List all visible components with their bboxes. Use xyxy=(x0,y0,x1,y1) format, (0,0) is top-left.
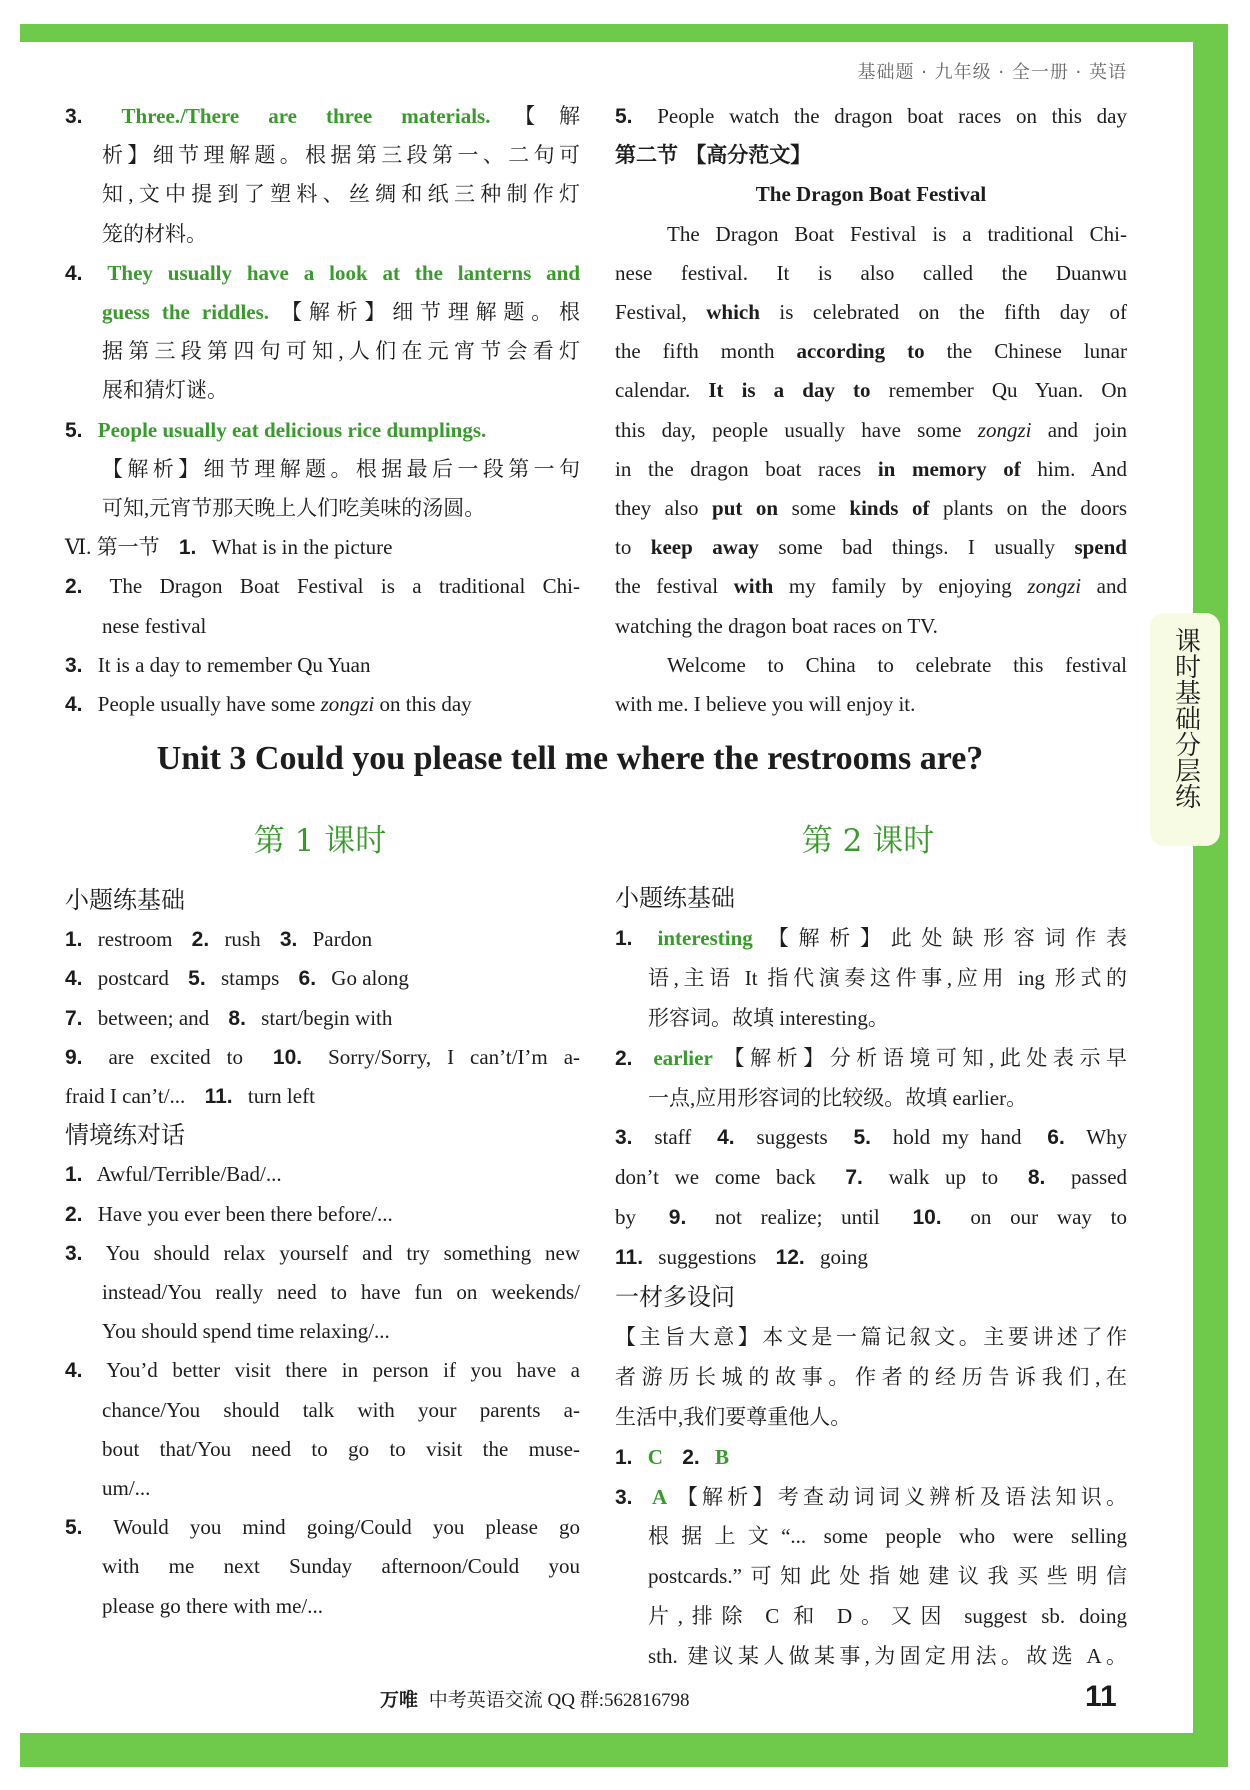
text-segment: 片,排除 C 和 D。又因 suggest sb. doing xyxy=(648,1604,1127,1629)
text-line xyxy=(102,331,580,371)
text-line xyxy=(102,1311,580,1351)
answer-text: Three./There are three materials. xyxy=(121,104,491,128)
text-segment: are excited to xyxy=(108,1044,243,1069)
text-segment: 【解 xyxy=(490,104,580,128)
answer-text: They usually have a look at the lanterns and xyxy=(107,260,580,285)
text-segment: suggests xyxy=(756,1125,828,1150)
item-number: 8. xyxy=(1027,1166,1046,1190)
text-segment: You should relax yourself and try something new xyxy=(105,1240,580,1265)
text-segment: kinds of xyxy=(849,496,930,520)
answer-text: earlier xyxy=(653,1045,713,1070)
text-segment: with xyxy=(733,574,774,599)
text-line xyxy=(102,1468,580,1508)
text-segment: walk up to xyxy=(888,1165,999,1190)
text-segment: 【解析】此处缺形容词作表 xyxy=(752,925,1127,950)
answer-text: interesting xyxy=(657,925,753,950)
side-tab-label: 课时基础分层练 xyxy=(1170,627,1201,809)
item-number: 4. xyxy=(65,1359,83,1383)
text-segment: postcards.”可知此处指她建议我买些明信 xyxy=(648,1564,1127,1589)
item-number: 2. xyxy=(65,575,83,599)
item-number: 7. xyxy=(845,1166,863,1190)
text-segment: Festival, xyxy=(615,300,707,324)
item-number: 9. xyxy=(668,1206,687,1230)
text-segment: The Dragon Boat Festival is a traditional Chi- xyxy=(667,221,1127,246)
text-segment: Go along xyxy=(331,966,409,991)
text-segment: between; and xyxy=(97,1005,210,1030)
text-segment: 一点,应用形容词的比较级。故填 earlier。 xyxy=(648,1085,1028,1110)
text-segment: People watch the dragon boat races on this day xyxy=(657,104,1127,128)
text-segment: 笼的材料。 xyxy=(102,221,207,246)
text-segment: 【主旨大意】本文是一篇记叙文。主要讲述了作 xyxy=(615,1324,1127,1349)
text-line xyxy=(65,1076,580,1116)
item-number: 5. xyxy=(853,1126,871,1150)
text-segment: in memory of xyxy=(877,456,1021,481)
text-line xyxy=(65,566,580,606)
text-line xyxy=(65,96,580,136)
section-heading: 情境练对话 xyxy=(65,1121,185,1150)
text-segment: The Dragon Boat Festival xyxy=(755,182,987,207)
text-segment: with me next Sunday afternoon/Could you xyxy=(102,1554,580,1579)
text-line xyxy=(65,1194,580,1234)
text-segment: 【解析】细节理解题。根据最后一段第一句 xyxy=(102,456,580,481)
text-segment: 第二节 【高分范文】 xyxy=(615,143,812,168)
text-segment: 析】细节理解题。根据第三段第一、二句可 xyxy=(102,143,580,168)
item-number: 12. xyxy=(775,1246,805,1270)
text-segment: and xyxy=(1081,574,1127,599)
lesson-1-title: 第 1 课时 xyxy=(253,823,387,859)
unit-title: Unit 3 Could you please tell me where the restrooms are? xyxy=(156,740,984,777)
answer-text: People usually eat delicious rice dumplings. xyxy=(97,417,487,442)
text-line xyxy=(65,1350,580,1390)
item-number: 1. xyxy=(65,1163,83,1187)
item-number: 2. xyxy=(191,928,210,952)
text-line xyxy=(615,1317,1127,1357)
text-segment: keep away xyxy=(650,535,759,560)
item-number: 3. xyxy=(279,928,298,952)
text-segment: him. And xyxy=(1020,456,1127,481)
text-segment: 语,主语 It 指代演奏这件事,应用 ing 形式的 xyxy=(648,965,1127,990)
text-segment: Awful/Terrible/Bad/... xyxy=(96,1162,282,1187)
text-segment: rush xyxy=(224,927,261,952)
text-line xyxy=(648,1596,1127,1636)
text-segment: with me. I believe you will enjoy it. xyxy=(615,692,916,716)
text-segment: 知,文中提到了塑料、丝绸和纸三种制作灯 xyxy=(102,182,580,207)
item-number: 11. xyxy=(204,1085,233,1108)
text-segment: You should spend time relaxing/... xyxy=(102,1319,390,1344)
item-number: 3. xyxy=(65,1241,83,1265)
text-segment: What is in the picture xyxy=(211,535,393,560)
text-line xyxy=(65,1233,580,1273)
item-number: 2. xyxy=(615,1046,633,1070)
item-number: 4. xyxy=(65,261,83,285)
footer xyxy=(380,1685,690,1712)
text-line xyxy=(65,253,580,293)
text-segment: Ⅵ. 第一节 xyxy=(65,535,165,560)
text-segment: restroom xyxy=(97,927,173,952)
text-line xyxy=(615,370,1127,410)
text-line xyxy=(648,1556,1127,1596)
item-number: 3. xyxy=(65,105,83,128)
text-segment: to xyxy=(615,535,651,560)
text-line xyxy=(102,214,580,254)
text-segment: People usually have some xyxy=(97,692,321,716)
text-segment: passed xyxy=(1071,1165,1127,1190)
text-line xyxy=(615,410,1127,450)
text-line xyxy=(65,998,580,1038)
text-line xyxy=(615,96,1127,136)
text-line xyxy=(65,527,580,567)
item-number: 10. xyxy=(912,1206,942,1230)
text-segment: 形容词。故填 interesting。 xyxy=(648,1005,889,1030)
text-segment: 【解析】细节理解题。根 xyxy=(269,300,580,324)
text-line xyxy=(615,1477,1127,1517)
text-segment: they also xyxy=(615,496,713,520)
text-line xyxy=(65,684,580,724)
text-segment: going xyxy=(820,1245,868,1270)
text-segment: The Dragon Boat Festival is a traditional Chi- xyxy=(109,574,580,599)
text-line xyxy=(65,1154,580,1194)
text-segment: on our way to xyxy=(970,1205,1127,1230)
text-line xyxy=(102,1586,580,1626)
text-line xyxy=(615,1237,1127,1277)
text-line xyxy=(615,684,1127,724)
text-line xyxy=(102,1546,580,1586)
text-line xyxy=(615,135,1127,175)
text-line xyxy=(102,135,580,175)
item-number: 2. xyxy=(682,1445,700,1469)
section-heading: 小题练基础 xyxy=(65,886,185,914)
text-segment: Sorry/Sorry, I can’t/I’m a- xyxy=(328,1044,580,1069)
text-line xyxy=(615,449,1127,489)
text-segment: please go there with me/... xyxy=(102,1593,324,1618)
text-line xyxy=(648,998,1127,1038)
text-segment: 根据上文“... some people who were selling xyxy=(648,1524,1127,1549)
text-line xyxy=(648,1636,1127,1676)
text-line xyxy=(102,449,580,489)
text-segment: the festival xyxy=(615,574,734,599)
page-number: 11 xyxy=(1085,1680,1117,1713)
text-line xyxy=(102,1272,580,1312)
item-number: 6. xyxy=(1047,1126,1065,1150)
text-segment: zongzi xyxy=(977,417,1032,442)
text-line xyxy=(615,1357,1127,1397)
text-line xyxy=(648,1516,1127,1556)
side-tab xyxy=(1150,613,1220,846)
text-segment: 【解析】分析语境可知,此处表示早 xyxy=(712,1045,1127,1070)
text-segment: calendar. xyxy=(615,378,709,403)
text-segment: is celebrated on the fifth day of xyxy=(759,300,1127,324)
item-number: 1. xyxy=(65,928,83,952)
text-line xyxy=(102,488,580,528)
text-segment: by xyxy=(615,1205,636,1230)
text-segment: 生活中,我们要尊重他人。 xyxy=(615,1404,852,1429)
text-line xyxy=(615,918,1127,958)
text-segment: 据第三段第四句可知,人们在元宵节会看灯 xyxy=(102,339,580,364)
text-segment: watching the dragon boat races on TV. xyxy=(615,613,938,638)
section-heading: 一材多设问 xyxy=(615,1283,735,1311)
text-segment: postcard xyxy=(97,966,169,991)
text-segment: um/... xyxy=(102,1476,151,1500)
text-segment: and join xyxy=(1031,417,1127,442)
text-segment: put on xyxy=(712,496,779,520)
lesson-2-title: 第 2 课时 xyxy=(801,823,935,859)
text-segment: zongzi xyxy=(1027,574,1082,599)
text-segment: nese festival. It is also called the Duanwu xyxy=(615,260,1127,285)
text-segment: chance/You should talk with your parents a- xyxy=(102,1397,580,1422)
header-breadcrumb: 基础题 · 九年级 · 全一册 · 英语 xyxy=(857,62,1127,83)
text-line xyxy=(615,253,1127,293)
text-segment: spend xyxy=(1074,535,1127,560)
text-segment: instead/You really need to have fun on weekends/ xyxy=(102,1280,580,1304)
text-line xyxy=(102,292,580,332)
text-line xyxy=(615,1117,1127,1157)
text-segment: on this day xyxy=(374,692,472,716)
item-number: 4. xyxy=(717,1126,735,1150)
text-segment: You’d better visit there in person if you have a xyxy=(106,1358,580,1383)
text-segment: some xyxy=(778,496,850,520)
item-number: 11. xyxy=(615,1246,644,1270)
item-number: 5. xyxy=(188,967,206,991)
text-segment: 可知,元宵节那天晚上人们吃美味的汤圆。 xyxy=(102,496,486,520)
item-number: 4. xyxy=(65,693,83,716)
item-number: 1. xyxy=(615,1445,633,1469)
item-number: 9. xyxy=(65,1045,83,1069)
text-line xyxy=(65,919,580,959)
text-line xyxy=(615,488,1127,528)
text-segment: my family by enjoying xyxy=(773,574,1028,599)
text-segment: hold my hand xyxy=(892,1125,1022,1150)
text-line xyxy=(615,527,1127,567)
item-number: 1. xyxy=(615,926,633,950)
text-line xyxy=(615,1157,1127,1197)
text-segment: 展和猜灯谜。 xyxy=(102,378,228,403)
text-line xyxy=(65,1037,580,1077)
text-line xyxy=(615,1197,1127,1237)
text-line xyxy=(102,1390,580,1430)
text-segment: Why xyxy=(1086,1125,1127,1150)
answer-text: A xyxy=(652,1484,668,1509)
item-number: 5. xyxy=(65,1516,83,1540)
text-line xyxy=(102,1429,580,1469)
text-line xyxy=(615,1038,1127,1078)
text-line xyxy=(102,174,580,214)
text-segment: Welcome to China to celebrate this festival xyxy=(667,652,1127,677)
text-line xyxy=(65,645,580,685)
item-number: 2. xyxy=(65,1202,83,1226)
text-segment: It is a day to remember Qu Yuan xyxy=(97,652,371,677)
text-segment: 者游历长城的故事。作者的经历告诉我们,在 xyxy=(615,1364,1127,1389)
section-heading: 小题练基础 xyxy=(615,884,735,912)
text-line xyxy=(615,606,1127,646)
text-segment: the fifth month xyxy=(615,339,797,364)
green-frame-right xyxy=(1193,24,1228,1767)
text-segment: remember Qu Yuan. On xyxy=(870,378,1127,403)
text-line xyxy=(615,1397,1127,1437)
text-segment: zongzi xyxy=(320,692,375,716)
text-segment: 【解析】考查动词词义辨析及语法知识。 xyxy=(667,1484,1127,1509)
item-number: 5. xyxy=(65,418,83,442)
text-segment: Pardon xyxy=(312,927,373,952)
item-number: 6. xyxy=(298,967,317,991)
item-number: 7. xyxy=(65,1006,83,1030)
text-line xyxy=(65,958,580,998)
text-line xyxy=(648,1078,1127,1118)
text-segment: suggestions xyxy=(658,1245,757,1270)
item-number: 1. xyxy=(178,536,197,560)
item-number: 3. xyxy=(65,653,83,677)
text-segment: turn left xyxy=(247,1084,315,1108)
text-segment: not realize; until xyxy=(715,1205,880,1230)
text-segment: Have you ever been there before/... xyxy=(97,1201,393,1226)
text-segment: in the dragon boat races xyxy=(615,456,878,481)
text-line xyxy=(667,645,1127,685)
text-line xyxy=(65,1507,580,1547)
text-segment: Would you mind going/Could you please go xyxy=(113,1515,580,1540)
text-segment: according to xyxy=(796,339,925,364)
text-segment: the Chinese lunar xyxy=(924,339,1127,364)
item-number: 10. xyxy=(272,1045,303,1069)
text-line xyxy=(615,174,1127,214)
text-line xyxy=(615,331,1127,371)
text-segment: It is a day to xyxy=(708,378,871,403)
text-line xyxy=(615,292,1127,332)
text-segment: this day, people usually have some xyxy=(615,417,978,442)
text-segment: plants on the doors xyxy=(929,496,1127,520)
answer-text: B xyxy=(714,1444,729,1469)
answer-text: C xyxy=(647,1444,663,1469)
text-segment: bout that/You need to go to visit the muse- xyxy=(102,1436,580,1461)
item-number: 3. xyxy=(615,1485,633,1509)
text-segment: don’t we come back xyxy=(615,1165,816,1190)
text-line xyxy=(615,1437,1127,1477)
text-segment: sth. 建议某人做某事,为固定用法。故选 A。 xyxy=(648,1644,1127,1669)
green-frame-top xyxy=(20,24,1228,42)
text-segment: start/begin with xyxy=(261,1005,393,1030)
text-line xyxy=(102,606,580,646)
answer-text: guess the riddles. xyxy=(102,300,270,324)
text-line xyxy=(667,214,1127,254)
item-number: 8. xyxy=(228,1006,246,1030)
text-line xyxy=(65,410,580,450)
text-segment: some bad things. I usually xyxy=(758,535,1075,560)
item-number: 5. xyxy=(615,105,633,128)
text-line xyxy=(648,958,1127,998)
text-line xyxy=(615,566,1127,606)
text-segment: which xyxy=(706,300,760,324)
green-frame-bottom xyxy=(20,1733,1228,1767)
text-segment: nese festival xyxy=(102,613,207,638)
text-segment: fraid I can’t/... xyxy=(65,1084,186,1108)
text-line xyxy=(102,370,580,410)
item-number: 4. xyxy=(65,967,83,991)
text-segment: staff xyxy=(654,1125,692,1150)
item-number: 3. xyxy=(615,1126,633,1150)
brand-logo: 万唯 xyxy=(380,1689,419,1711)
footer-text: 中考英语交流 QQ 群:562816798 xyxy=(428,1690,690,1711)
text-segment: stamps xyxy=(220,966,280,991)
